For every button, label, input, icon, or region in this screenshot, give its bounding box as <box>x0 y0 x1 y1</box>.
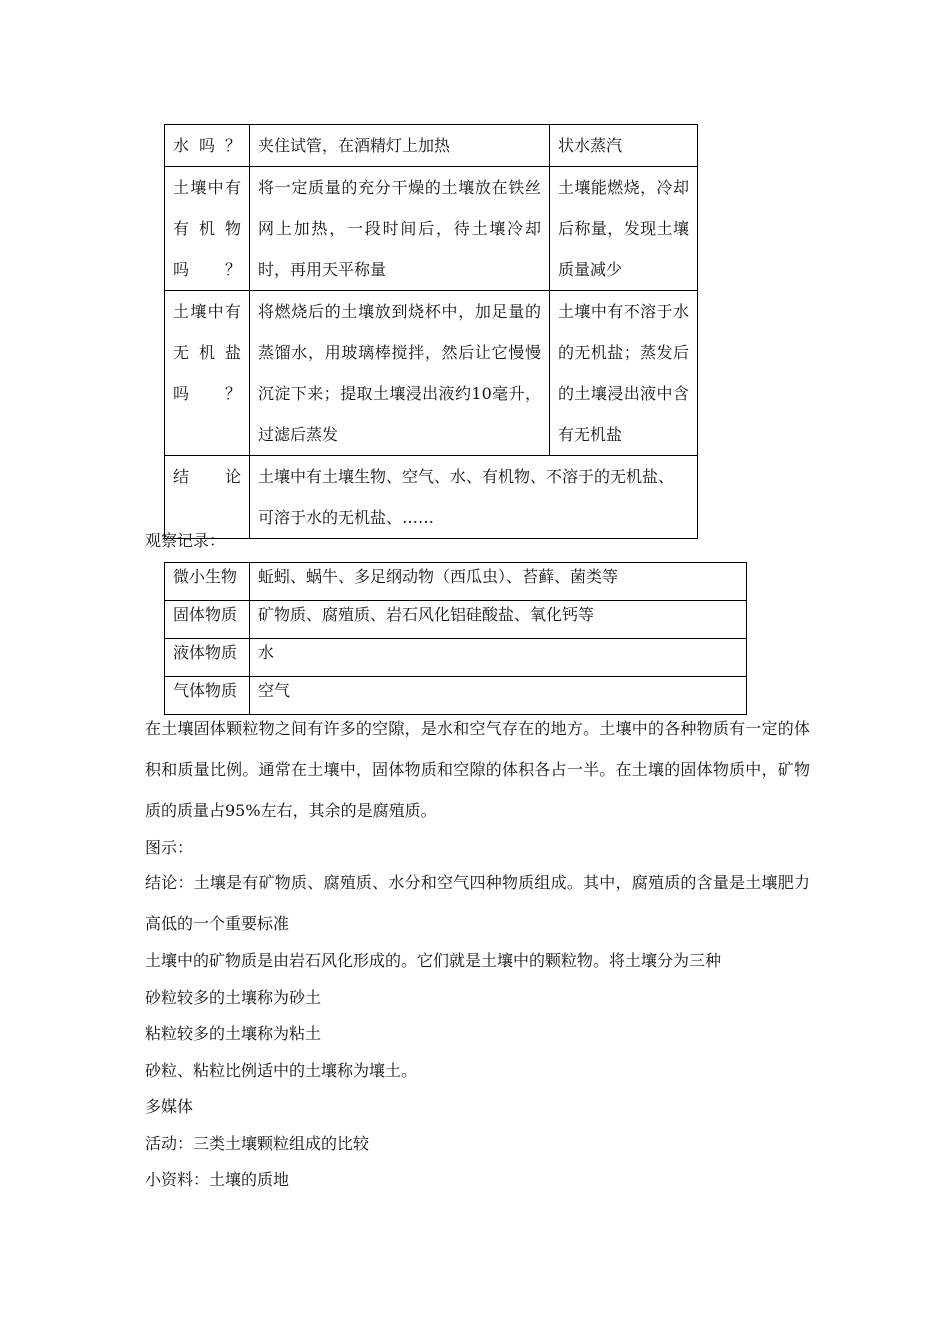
category-cell: 气体物质 <box>165 677 250 715</box>
table-row <box>165 601 747 639</box>
question-cell: 土壤中有无机盐吗？ <box>165 291 250 456</box>
conclusion-cell: 土壤中有土壤生物、空气、水、有机物、不溶于的无机盐、可溶于水的无机盐、…… <box>250 456 698 539</box>
loam-soil-line: 砂粒、粘粒比例适中的土壤称为壤土。 <box>145 1061 418 1080</box>
body-paragraph: 在土壤固体颗粒物之间有许多的空隙，是水和空气存在的地方。土壤中的各种物质有一定的体积和质量比例。通常在土壤中，固体物质和空隙的体积各占一半。在土壤的固体物质中，矿物质的质量占95%左右，其余的是腐殖质。 <box>145 719 810 820</box>
table-row <box>165 563 747 601</box>
figure-label: 图示： <box>145 838 194 857</box>
category-cell: 固体物质 <box>165 601 250 639</box>
table-row <box>165 125 698 167</box>
result-cell: 土壤中有不溶于水的无机盐；蒸发后的土壤浸出液中含有无机盐 <box>550 291 698 456</box>
mineral-line: 土壤中的矿物质是由岩石风化形成的。它们就是土壤中的颗粒物。将土壤分为三种 <box>145 951 722 970</box>
observation-heading: 观察记录： <box>145 531 226 550</box>
result-cell: 状水蒸汽 <box>550 125 698 167</box>
result-cell: 土壤能燃烧，冷却后称量，发现土壤质量减少 <box>550 167 698 291</box>
conclusion-label: 结 论 <box>165 456 250 539</box>
multimedia-line: 多媒体 <box>145 1097 194 1116</box>
value-cell: 空气 <box>250 677 747 715</box>
method-cell: 将一定质量的充分干燥的土壤放在铁丝网上加热，一段时间后，待土壤冷却时，再用天平称量 <box>250 167 550 291</box>
sandy-soil-line: 砂粒较多的土壤称为砂土 <box>145 988 322 1007</box>
activity-line: 活动：三类土壤颗粒组成的比较 <box>145 1134 370 1153</box>
info-line: 小资料：土壤的质地 <box>145 1170 290 1189</box>
value-cell: 水 <box>250 639 747 677</box>
question-cell: 土壤中有有机物吗？ <box>165 167 250 291</box>
method-cell: 将燃烧后的土壤放到烧杯中，加足量的蒸馏水，用玻璃棒搅拌，然后让它慢慢沉淀下来；提取土壤浸出液约10毫升，过滤后蒸发 <box>250 291 550 456</box>
clay-soil-line: 粘粒较多的土壤称为粘土 <box>145 1024 322 1043</box>
category-cell: 液体物质 <box>165 639 250 677</box>
value-cell: 蚯蚓、蜗牛、多足纲动物（西瓜虫）、苔藓、菌类等 <box>250 563 747 601</box>
value-cell: 矿物质、腐殖质、岩石风化铝硅酸盐、氧化钙等 <box>250 601 747 639</box>
table-row <box>165 639 747 677</box>
conclusion-paragraph: 结论：土壤是有矿物质、腐殖质、水分和空气四种物质组成。其中，腐殖质的含量是土壤肥力高低的一个重要标准 <box>145 873 810 933</box>
table-row <box>165 291 698 456</box>
table-row <box>165 167 698 291</box>
category-cell: 微小生物 <box>165 563 250 601</box>
experiment-table <box>164 124 698 539</box>
question-cell: 水吗？ <box>165 125 250 167</box>
method-cell: 夹住试管，在酒精灯上加热 <box>250 125 550 167</box>
conclusion-row <box>165 456 698 539</box>
observation-table <box>164 562 747 715</box>
